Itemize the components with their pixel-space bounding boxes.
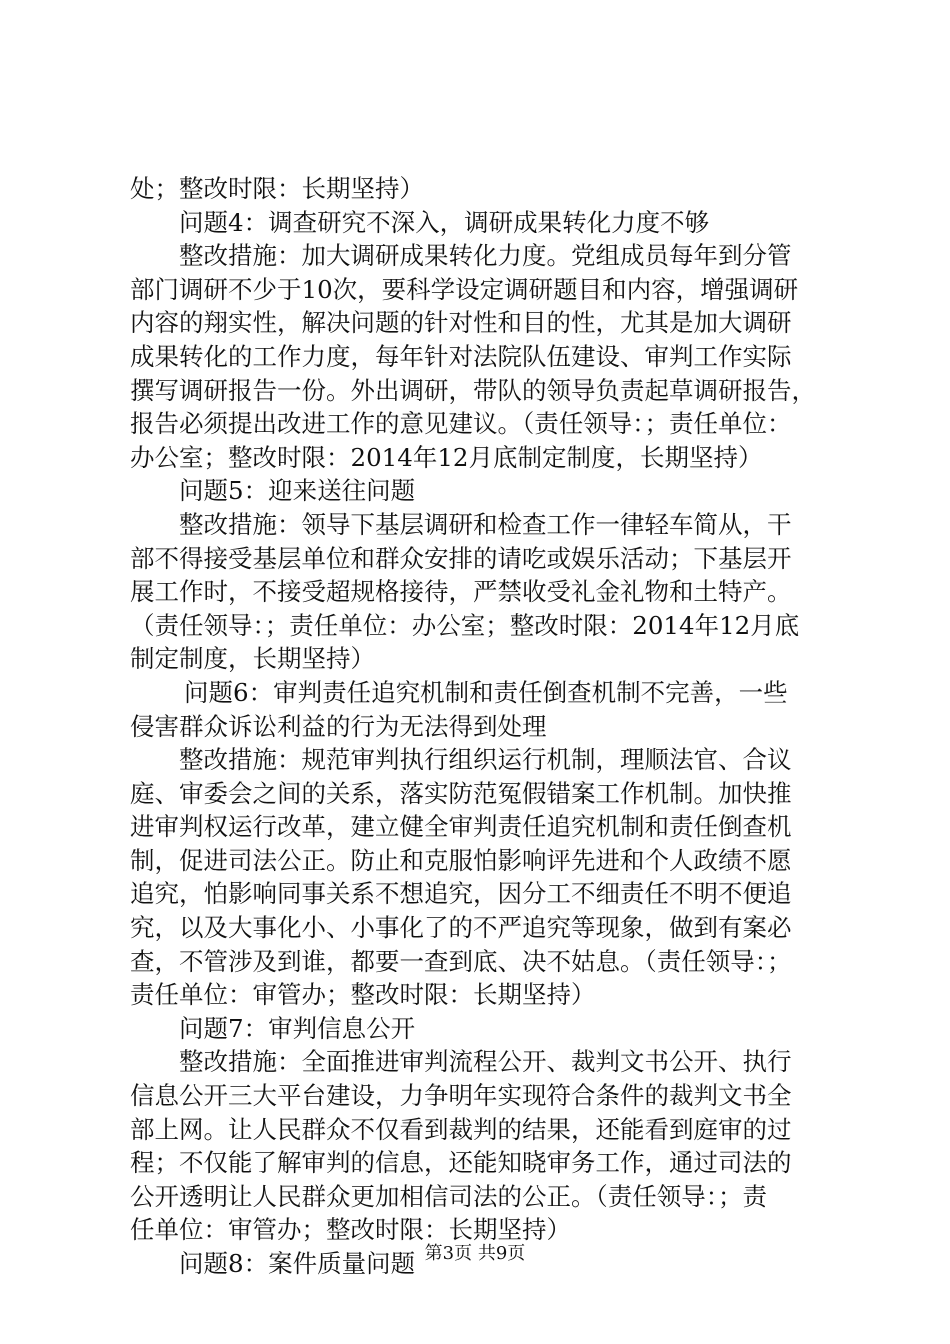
document-body: [130, 172, 835, 1281]
issue-heading-8: 问题8：案件质量问题: [179, 1249, 416, 1278]
text-line: 制，促进司法公正。防止和克服怕影响评先进和个人政绩不愿: [130, 845, 792, 875]
page-number-footer: 第3页 共9页: [424, 1243, 526, 1264]
text-line: 展工作时，不接受超规格接待，严禁收受礼金礼物和土特产。: [130, 577, 792, 607]
text-line: 办公室；整改时限：2014年12月底制定制度，长期坚持）: [130, 442, 763, 472]
text-line: 报告必须提出改进工作的意见建议。（责任领导：；责任单位：: [130, 409, 792, 439]
issue-heading-7: 问题7：审判信息公开: [179, 1013, 416, 1043]
text-line: 处；整改时限：长期坚持）: [130, 174, 424, 203]
text-line: 整改措施：领导下基层调研和检查工作一律轻车简从，干: [179, 509, 792, 539]
text-line: （责任领导：；责任单位：办公室；整改时限：2014年12月底: [130, 610, 800, 640]
text-line: 部门调研不少于10次，要科学设定调研题目和内容，增强调研: [130, 274, 799, 304]
text-line: 内容的翔实性，解决问题的针对性和目的性，尤其是加大调研: [130, 308, 792, 338]
issue-heading-4: 问题4：调查研究不深入，调研成果转化力度不够: [179, 207, 710, 237]
issue-heading-6: 问题6：审判责任追究机制和责任倒查机制不完善，一些: [184, 677, 788, 707]
text-line: 侵害群众诉讼利益的行为无法得到处理: [130, 711, 547, 741]
text-line: 庭、审委会之间的关系，落实防范冤假错案工作机制。加快推: [130, 778, 792, 808]
text-line: 追究，怕影响同事关系不想追究，因分工不细责任不明不便追: [130, 879, 792, 909]
text-line: 部不得接受基层单位和群众安排的请吃或娱乐活动；下基层开: [130, 543, 792, 573]
issue-heading-5: 问题5：迎来送往问题: [179, 476, 416, 506]
text-line: 制定制度，长期坚持）: [130, 644, 375, 674]
text-line: 程；不仅能了解审判的信息，还能知晓审务工作，通过司法的: [130, 1148, 792, 1178]
text-line: 任单位：审管办；整改时限：长期坚持）: [130, 1215, 571, 1245]
text-line: 责任单位：审管办；整改时限：长期坚持）: [130, 980, 596, 1010]
text-line: 部上网。让人民群众不仅看到裁判的结果，还能看到庭审的过: [130, 1114, 792, 1144]
text-line: 撰写调研报告一份。外出调研，带队的领导负责起草调研报告，: [130, 375, 816, 405]
text-line: 进审判权运行改革，建立健全审判责任追究机制和责任倒查机: [130, 812, 792, 842]
text-line: 究，以及大事化小、小事化了的不严追究等现象，做到有案必: [130, 913, 792, 943]
text-line: 整改措施：规范审判执行组织运行机制，理顺法官、合议: [179, 745, 792, 775]
text-line: 整改措施：全面推进审判流程公开、裁判文书公开、执行: [179, 1047, 792, 1077]
text-line: 信息公开三大平台建设，力争明年实现符合条件的裁判文书全: [130, 1081, 792, 1111]
text-line: 成果转化的工作力度，每年针对法院队伍建设、审判工作实际: [130, 341, 792, 371]
text-line: 公开透明让人民群众更加相信司法的公正。（责任领导：；责: [130, 1181, 767, 1211]
text-line: 查，不管涉及到谁，都要一查到底、决不姑息。（责任领导：；: [130, 946, 792, 976]
text-line: 整改措施：加大调研成果转化力度。党组成员每年到分管: [179, 241, 792, 271]
